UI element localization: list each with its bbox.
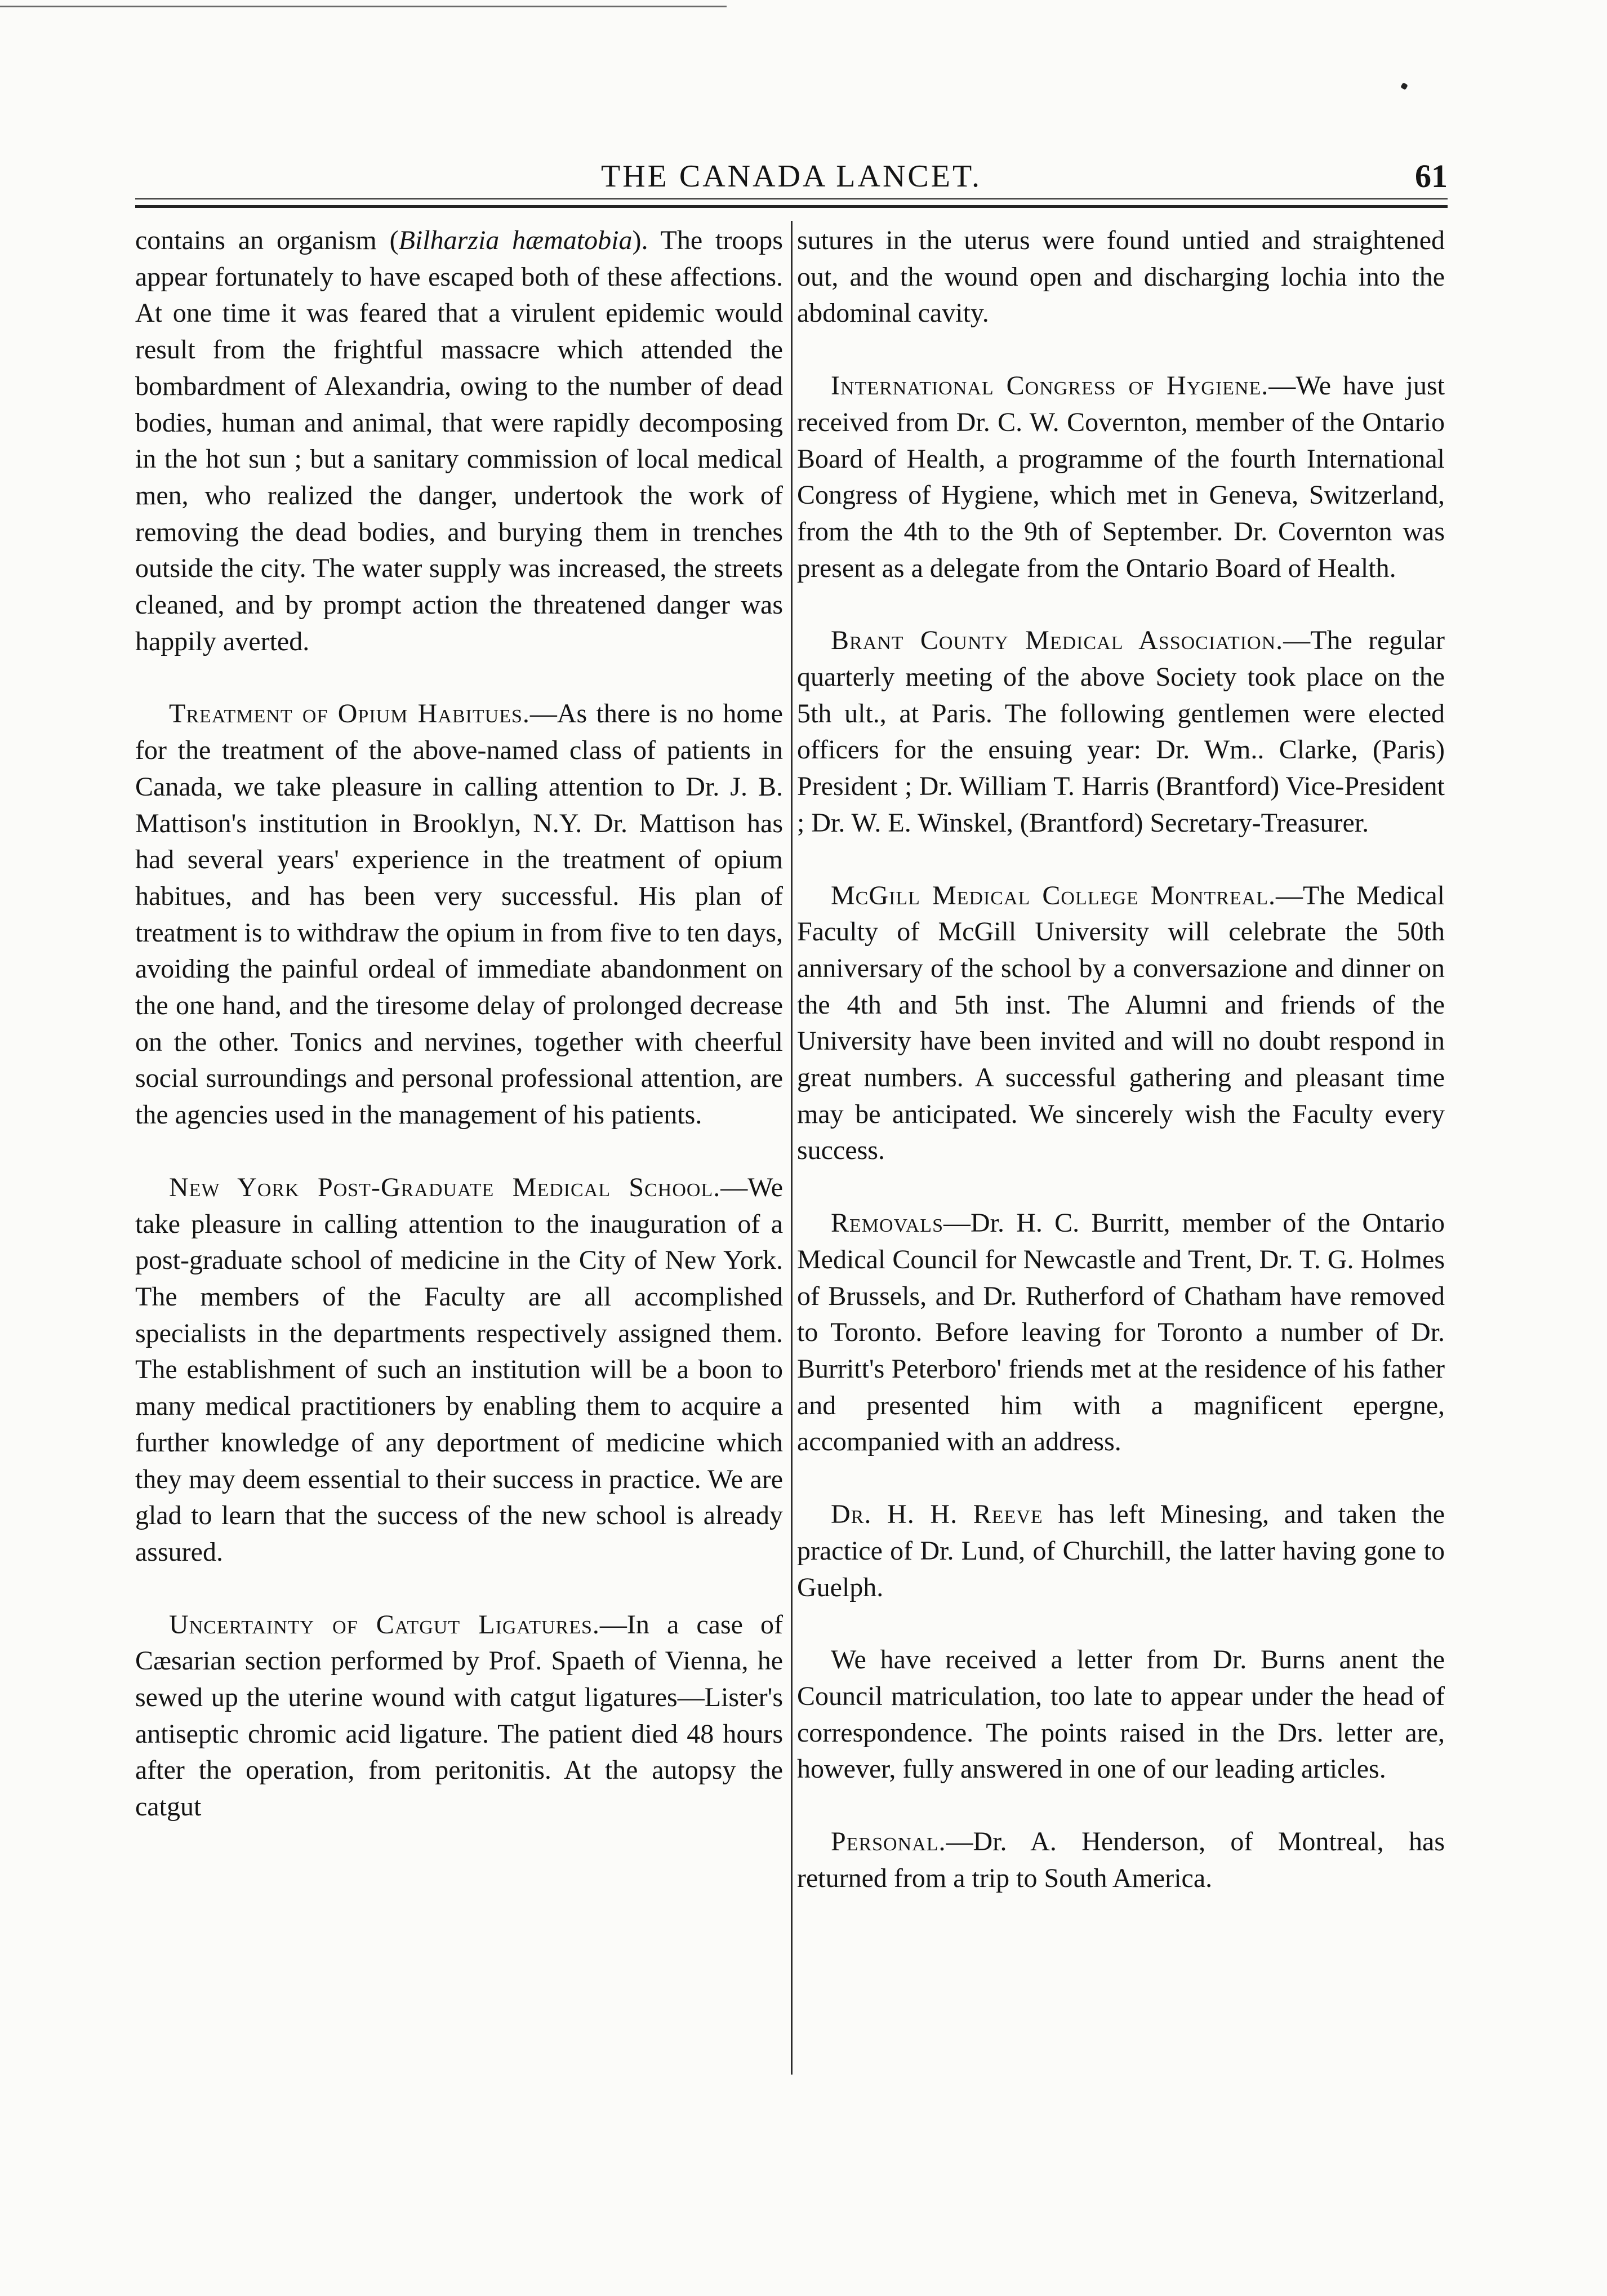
article-text: has left Minesing, and taken the practice of Dr. Lund, of Churchill, the latter having gone to Guelph. [797,1499,1445,1602]
top-edge-rule [0,6,727,7]
article-reeve [797,1496,1445,1606]
article-heading: Personal. [831,1827,946,1857]
article-text: —The Medical Faculty of McGill University will celebrate the 50th anniversary of the school by a conversazione and dinner on the 4th and 5th inst. The Alumni and friends of the University have been invited and will no doubt respond in great numbers. A successful gathering and pleasant time may be anticipated. We sincerely wish the Faculty every success. [797,880,1445,1166]
article-heading: Treatment of Opium Habitues. [169,699,530,729]
right-column [797,223,1445,1897]
ink-speck [1400,82,1408,90]
running-header [135,157,1448,196]
article-heading: Uncertainty of Catgut Ligatures. [169,1609,600,1640]
article-opium-habitues [135,696,783,1133]
paragraph-burns-letter: We have received a letter from Dr. Burns anent the Council matriculation, too late to appear under the head of correspondence. The points raised in the Drs. letter are, however, fully answered in one of our leading articles. [797,1645,1445,1784]
header-rule-thin [135,198,1448,199]
left-column [135,223,783,1826]
article-removals [797,1205,1445,1460]
article-heading: International Congress of Hygiene. [831,371,1269,401]
article-post-graduate-school [135,1170,783,1571]
article-personal [797,1824,1445,1897]
article-heading: Brant County Medical Association. [831,625,1284,656]
paragraph-bilharzia [135,223,783,660]
article-text: —As there is no home for the treatment of the above-named class of patients in Canada, we take pleasure in calling attention to Dr. J. B. Mattison's institution in Brooklyn, N.Y. Dr. Mattison has had several years' experience in the treatment of opium habitues, and has been very successful. His plan of treatment is to withdraw the opium in from five to ten days, avoiding the painful ordeal of immediate abandonment on the one hand, and the tiresome delay of prolonged decrease on the other. Tonics and nervines, together with cheerful social surroundings and personal professional attention, are the agencies used in the management of his patients. [135,699,783,1130]
article-heading: New York Post-Graduate Medical School. [169,1172,721,1202]
article-text: —We take pleasure in calling attention to the inauguration of a post-graduate school of medicine in the City of New York. The members of the Faculty are all accomplished specialists in the departments respectively assigned them. The establishment of such an institution will be a boon to many medical practitioners by enabling them to acquire a further knowledge of any deportment of medicine which they may deem essential to their success in practice. We are glad to learn that the success of the new school is already assured. [135,1172,783,1567]
article-heading: Dr. H. H. Reeve [831,1499,1043,1530]
article-text: —The regular quarterly meeting of the above Society took place on the 5th ult., at Paris. The following gentlemen were elected officers for the ensuing year: Dr. Wm.. Clarke, (Paris) President ; Dr. William T. Harris (Brantford) Vice-President ; Dr. W. E. Winskel, (Brantford) Secretary-Treasurer. [797,625,1445,838]
paragraph-text: ). The troops appear fortunately to have escaped both of these affections. At one time it was feared that a virulent epidemic would result from the frightful massacre which attended the bombardment of Alexandria, owing to the number of dead bodies, human and animal, that were rapidly decomposing in the hot sun ; but a sanitary commission of local medical men, who realized the danger, undertook the work of removing the dead bodies, and burying them in trenches outside the city. The water supply was increased, the streets cleaned, and by prompt action the threatened danger was happily averted. [135,225,783,656]
paragraph-sutures: sutures in the uterus were found untied and straightened out, and the wound open and discharging lochia into the abdominal cavity. [797,225,1445,328]
article-congress-hygiene [797,368,1445,587]
article-text: —In a case of Cæsarian section performed by Prof. Spaeth of Vienna, he sewed up the uterine wound with catgut ligatures—Lister's antiseptic chromic acid ligature. The patient died 48 hours after the operation, from peritonitis. At the autopsy the catgut [135,1609,783,1822]
article-mcgill [797,878,1445,1170]
article-text: —Dr. H. C. Burritt, member of the Ontario Medical Council for Newcastle and Trent, Dr. T. G. Holmes of Brussels, and Dr. Rutherford of Chatham have removed to Toronto. Before leaving for Toronto a number of Dr. Burritt's Peterboro' friends met at the residence of his father and presented him with a magnificent epergne, accompanied with an address. [797,1208,1445,1457]
article-catgut-ligatures [135,1607,783,1826]
article-brant-county [797,623,1445,841]
article-text: —We have just received from Dr. C. W. Covernton, member of the Ontario Board of Health, a programme of the fourth International Congress of Hygiene, which met in Geneva, Switzerland, from the 4th to the 9th of September. Dr. Covernton was present as a delegate from the Ontario Board of Health. [797,371,1445,583]
paragraph-text: contains an organism ( [135,225,399,255]
article-text: —Dr. A. Henderson, of Montreal, has returned from a trip to South America. [797,1827,1445,1893]
column-divider [791,221,793,2075]
article-heading: McGill Medical College Montreal. [831,880,1276,911]
journal-title: THE CANADA LANCET. [600,159,982,194]
header-rule-thick [135,205,1448,208]
italic-term: Bilharzia hæmatobia [398,225,633,255]
article-heading: Removals [831,1208,943,1238]
page-number: 61 [1415,158,1448,194]
